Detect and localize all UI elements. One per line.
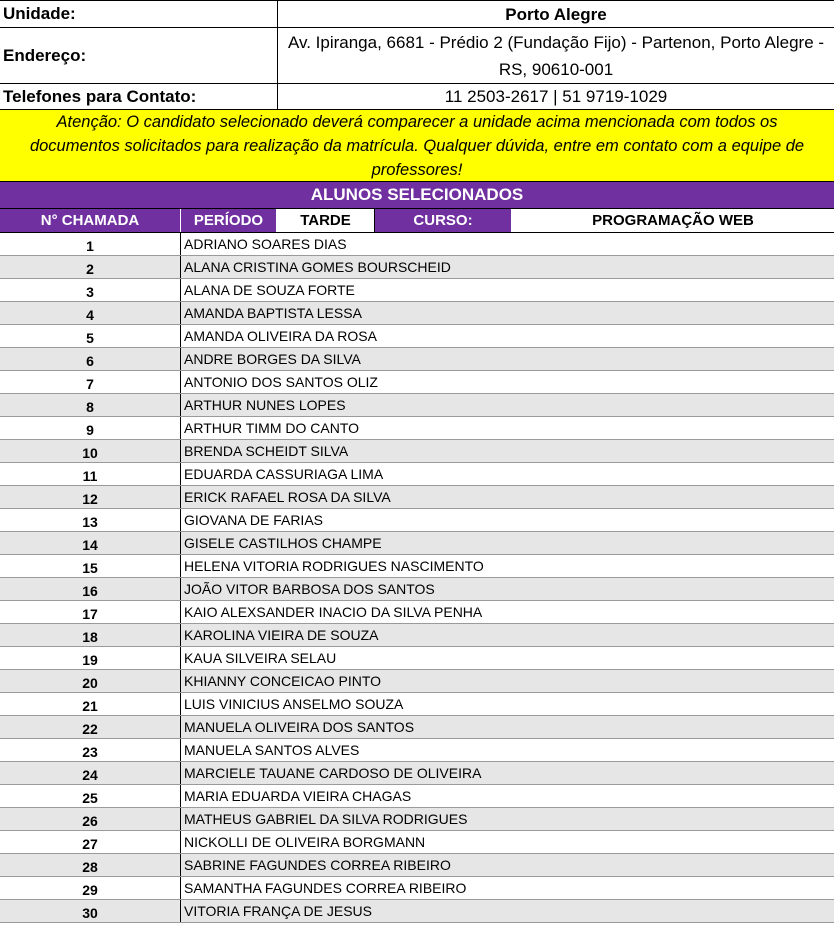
table-row [0,509,834,532]
chamada-number: 3 [0,279,181,301]
attention-notice: Atenção: O candidato selecionado deverá comparecer a unidade acima mencionada com todos os documentos solicitados para realização da matrícula. Qualquer dúvida, entre em contato com a equipe de professores! [0,110,834,182]
table-row [0,831,834,854]
student-name: AMANDA OLIVEIRA DA ROSA [184,328,377,344]
student-name: ARTHUR TIMM DO CANTO [184,420,360,436]
chamada-number: 15 [0,555,181,577]
table-row [0,808,834,831]
table-row [0,877,834,900]
table-row [0,624,834,647]
student-name: KAUA SILVEIRA SELAU [184,650,337,666]
endereco-value: Av. Ipiranga, 6681 - Prédio 2 (Fundação Fijo) - Partenon, Porto Alegre - RS, 90610-001 [278,28,834,84]
student-name: AMANDA BAPTISTA LESSA [184,305,362,321]
student-name: HELENA VITORIA RODRIGUES NASCIMENTO [184,558,484,574]
periodo-value: TARDE [277,209,375,232]
chamada-number: 25 [0,785,181,807]
student-name: SABRINE FAGUNDES CORREA RIBEIRO [184,857,451,873]
unit-info-table [0,0,834,110]
table-row [0,670,834,693]
periodo-header: PERÍODO [181,209,277,232]
student-name: MATHEUS GABRIEL DA SILVA RODRIGUES [184,811,468,827]
chamada-number: 24 [0,762,181,784]
chamada-number: 11 [0,463,181,485]
student-name: SAMANTHA FAGUNDES CORREA RIBEIRO [184,880,467,896]
chamada-number: 17 [0,601,181,623]
table-header [0,209,834,233]
chamada-number: 29 [0,877,181,899]
chamada-number: 26 [0,808,181,830]
table-row [0,371,834,394]
table-row [0,854,834,877]
student-name: ARTHUR NUNES LOPES [184,397,346,413]
chamada-number: 10 [0,440,181,462]
chamada-number: 4 [0,302,181,324]
table-row [0,440,834,463]
chamada-number: 23 [0,739,181,761]
table-row [0,325,834,348]
chamada-number: 14 [0,532,181,554]
chamada-header: N° CHAMADA [0,209,181,232]
chamada-number: 9 [0,417,181,439]
student-name: MARCIELE TAUANE CARDOSO DE OLIVEIRA [184,765,482,781]
table-row [0,348,834,371]
table-row [0,762,834,785]
student-name: JOÃO VITOR BARBOSA DOS SANTOS [184,581,435,597]
student-name: BRENDA SCHEIDT SILVA [184,443,349,459]
section-title: ALUNOS SELECIONADOS [0,182,834,209]
student-name: ANTONIO DOS SANTOS OLIZ [184,374,378,390]
table-row [0,463,834,486]
table-row [0,417,834,440]
chamada-number: 27 [0,831,181,853]
chamada-number: 1 [0,233,181,255]
student-name: KAROLINA VIEIRA DE SOUZA [184,627,379,643]
table-row [0,233,834,256]
chamada-number: 21 [0,693,181,715]
chamada-number: 2 [0,256,181,278]
chamada-number: 16 [0,578,181,600]
table-row [0,394,834,417]
student-name: VITORIA FRANÇA DE JESUS [184,903,373,919]
table-row [0,486,834,509]
chamada-number: 18 [0,624,181,646]
student-name: MANUELA SANTOS ALVES [184,742,360,758]
student-name: LUIS VINICIUS ANSELMO SOUZA [184,696,404,712]
chamada-number: 8 [0,394,181,416]
chamada-number: 28 [0,854,181,876]
chamada-number: 30 [0,900,181,922]
table-row [0,900,834,923]
student-name: NICKOLLI DE OLIVEIRA BORGMANN [184,834,426,850]
curso-header: CURSO: [375,209,512,232]
table-row [0,693,834,716]
table-row [0,716,834,739]
table-row [0,601,834,624]
student-name: ALANA CRISTINA GOMES BOURSCHEID [184,259,451,275]
unidade-label: Unidade: [0,0,278,28]
chamada-number: 12 [0,486,181,508]
table-row [0,555,834,578]
student-name: MARIA EDUARDA VIEIRA CHAGAS [184,788,412,804]
student-name: ADRIANO SOARES DIAS [184,236,347,252]
chamada-number: 5 [0,325,181,347]
table-row [0,256,834,279]
telefones-value: 11 2503-2617 | 51 9719-1029 [278,84,834,110]
table-row [0,578,834,601]
student-name: KHIANNY CONCEICAO PINTO [184,673,382,689]
student-name: GIOVANA DE FARIAS [184,512,324,528]
table-row [0,785,834,808]
chamada-number: 6 [0,348,181,370]
telefones-label: Telefones para Contato: [0,84,278,110]
chamada-number: 20 [0,670,181,692]
student-name: MANUELA OLIVEIRA DOS SANTOS [184,719,415,735]
unidade-value: Porto Alegre [278,0,834,28]
student-name: GISELE CASTILHOS CHAMPE [184,535,382,551]
student-name: ERICK RAFAEL ROSA DA SILVA [184,489,391,505]
students-list [0,233,834,923]
student-name: EDUARDA CASSURIAGA LIMA [184,466,384,482]
chamada-number: 19 [0,647,181,669]
table-row [0,532,834,555]
chamada-number: 7 [0,371,181,393]
table-row [0,739,834,762]
student-name: ANDRE BORGES DA SILVA [184,351,361,367]
table-row [0,279,834,302]
curso-value: PROGRAMAÇÃO WEB [512,209,834,232]
table-row [0,302,834,325]
student-name: ALANA DE SOUZA FORTE [184,282,355,298]
student-name: KAIO ALEXSANDER INACIO DA SILVA PENHA [184,604,483,620]
chamada-number: 13 [0,509,181,531]
table-row [0,647,834,670]
chamada-number: 22 [0,716,181,738]
endereco-label: Endereço: [0,28,278,84]
